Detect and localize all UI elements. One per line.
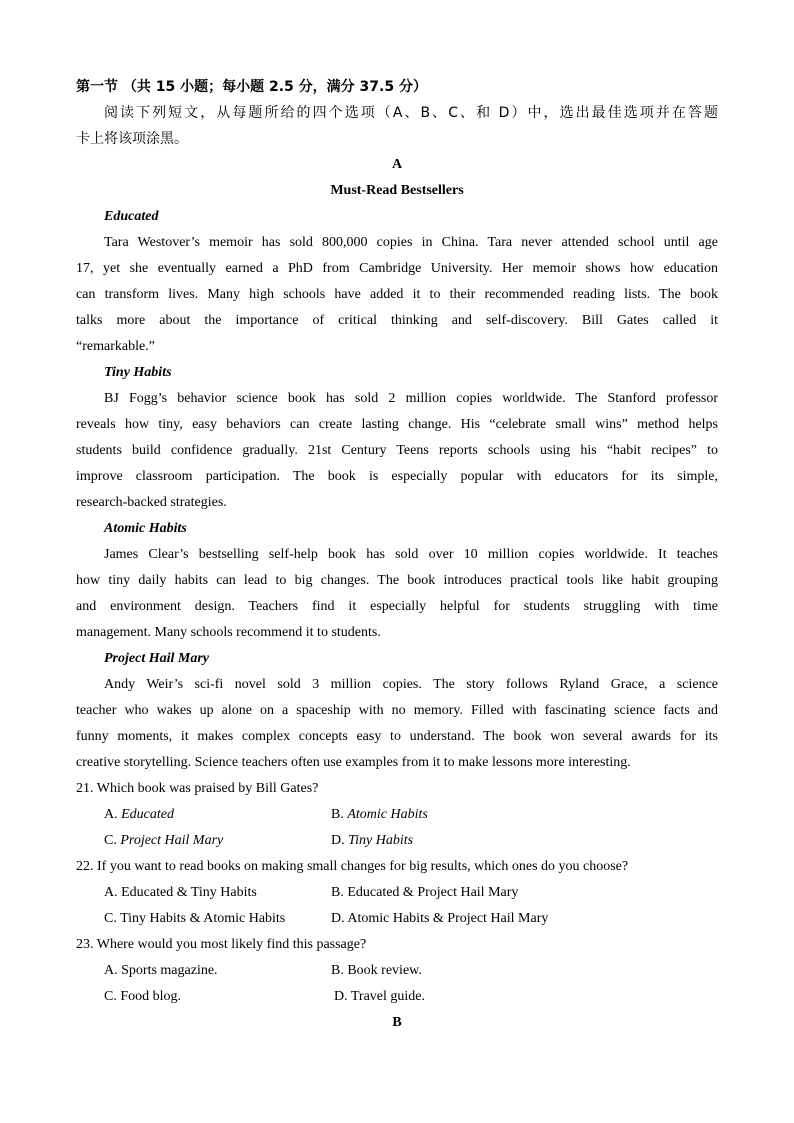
text-line: “remarkable.”: [76, 339, 155, 354]
option-text: Food blog.: [120, 989, 182, 1004]
option-letter: B.: [331, 885, 344, 900]
book-title-tiny-habits: Tiny Habits: [104, 365, 172, 380]
text-line: reveals how tiny, easy behaviors can create lasting change. His “celebrate small wins” method helps: [76, 417, 718, 432]
text-line: Tara Westover’s memoir has sold 800,000 copies in China. Tara never attended school until age: [104, 235, 718, 250]
text-line: funny moments, it makes complex concepts easy to understand. The book won several awards for its: [76, 729, 718, 744]
option-text: Atomic Habits & Project Hail Mary: [347, 911, 549, 926]
book-title-atomic-habits: Atomic Habits: [104, 521, 187, 536]
option-b[interactable]: [331, 880, 518, 906]
question-22-stem: 22. If you want to read books on making small changes for big results, which ones do you choose?: [76, 859, 629, 874]
option-d[interactable]: [331, 828, 413, 854]
option-text: Tiny Habits: [348, 833, 414, 848]
text-line: teacher who wakes up alone on a spaceship with no memory. Filled with fascinating science facts and: [76, 703, 718, 718]
option-b[interactable]: [331, 802, 428, 828]
option-c[interactable]: [76, 906, 331, 932]
text-line: talks more about the importance of critical thinking and self-discovery. Bill Gates called it: [76, 313, 718, 328]
book-title-project-hail-mary: Project Hail Mary: [104, 651, 209, 666]
book-description-educated: [76, 230, 718, 360]
option-letter: A.: [104, 963, 118, 978]
instructions-line-1: 阅读下列短文，从每题所给的四个选项（A、B、C、和 D）中，选出最佳选项并在答题: [104, 105, 718, 121]
option-text: Educated & Project Hail Mary: [347, 885, 519, 900]
option-text: Project Hail Mary: [120, 833, 224, 848]
option-a[interactable]: [76, 880, 331, 906]
option-d[interactable]: [331, 906, 548, 932]
question-23-options-row-2: [76, 984, 718, 1010]
question-22-options-row-2: [76, 906, 718, 932]
question-21-options-row-2: [76, 828, 718, 854]
option-a[interactable]: [76, 958, 331, 984]
question-21-options-row-1: [76, 802, 718, 828]
option-letter: C.: [104, 989, 117, 1004]
option-d[interactable]: [331, 984, 425, 1010]
option-letter: A.: [104, 807, 118, 822]
option-text: Educated & Tiny Habits: [121, 885, 257, 900]
option-letter: D.: [331, 833, 345, 848]
option-letter: A.: [104, 885, 118, 900]
text-line: management. Many schools recommend it to students.: [76, 625, 381, 640]
book-description-tiny-habits: [76, 386, 718, 516]
option-text: Book review.: [347, 963, 422, 978]
option-text: Tiny Habits & Atomic Habits: [120, 911, 286, 926]
text-line: how tiny daily habits can lead to big changes. The book introduces practical tools like habit grouping: [76, 573, 718, 588]
question-23-stem: 23. Where would you most likely find this passage?: [76, 937, 367, 952]
option-letter: C.: [104, 911, 117, 926]
book-description-atomic-habits: [76, 542, 718, 646]
instructions-line-2: 卡上将该项涂黑。: [76, 131, 188, 147]
text-line: 17, yet she eventually earned a PhD from Cambridge University. Her memoir shows how education: [76, 261, 718, 276]
option-letter: B.: [331, 807, 344, 822]
passage-b-letter: B: [392, 1015, 402, 1030]
text-line: BJ Fogg’s behavior science book has sold 2 million copies worldwide. The Stanford professor: [104, 391, 718, 406]
option-text: Travel guide.: [350, 989, 426, 1004]
text-line: can transform lives. Many high schools have added it to their recommended reading lists. The book: [76, 287, 718, 302]
option-text: Atomic Habits: [347, 807, 428, 822]
passage-a-title: Must-Read Bestsellers: [330, 183, 464, 198]
text-line: and environment design. Teachers find it especially helpful for students struggling with time: [76, 599, 718, 614]
question-22-options-row-1: [76, 880, 718, 906]
text-line: students build confidence gradually. 21st Century Teens reports schools using his “habit recipes” to: [76, 443, 718, 458]
text-line: research-backed strategies.: [76, 495, 227, 510]
option-c[interactable]: [76, 984, 331, 1010]
book-title-educated: Educated: [104, 209, 159, 224]
option-c[interactable]: [76, 828, 331, 854]
book-description-project-hail-mary: [76, 672, 718, 776]
option-letter: D.: [334, 989, 348, 1004]
question-23-options-row-1: [76, 958, 718, 984]
section-title: 第一节 （共 15 小题；每小题 2.5 分，满分 37.5 分）: [76, 79, 427, 95]
option-b[interactable]: [331, 958, 422, 984]
option-letter: B.: [331, 963, 344, 978]
text-line: improve classroom participation. The book is especially popular with educators for its simple,: [76, 469, 718, 484]
question-21-stem: 21. Which book was praised by Bill Gates?: [76, 781, 319, 796]
option-letter: D.: [331, 911, 345, 926]
passage-a-letter: A: [391, 157, 403, 172]
option-text: Educated: [121, 807, 174, 822]
text-line: Andy Weir’s sci-fi novel sold 3 million copies. The story follows Ryland Grace, a science: [104, 677, 718, 692]
option-text: Sports magazine.: [121, 963, 218, 978]
text-line: creative storytelling. Science teachers often use examples from it to make lessons more interesting.: [76, 755, 631, 770]
exam-page: [76, 74, 718, 1036]
text-line: James Clear’s bestselling self-help book has sold over 10 million copies worldwide. It teaches: [104, 547, 718, 562]
option-a[interactable]: [76, 802, 331, 828]
option-letter: C.: [104, 833, 117, 848]
